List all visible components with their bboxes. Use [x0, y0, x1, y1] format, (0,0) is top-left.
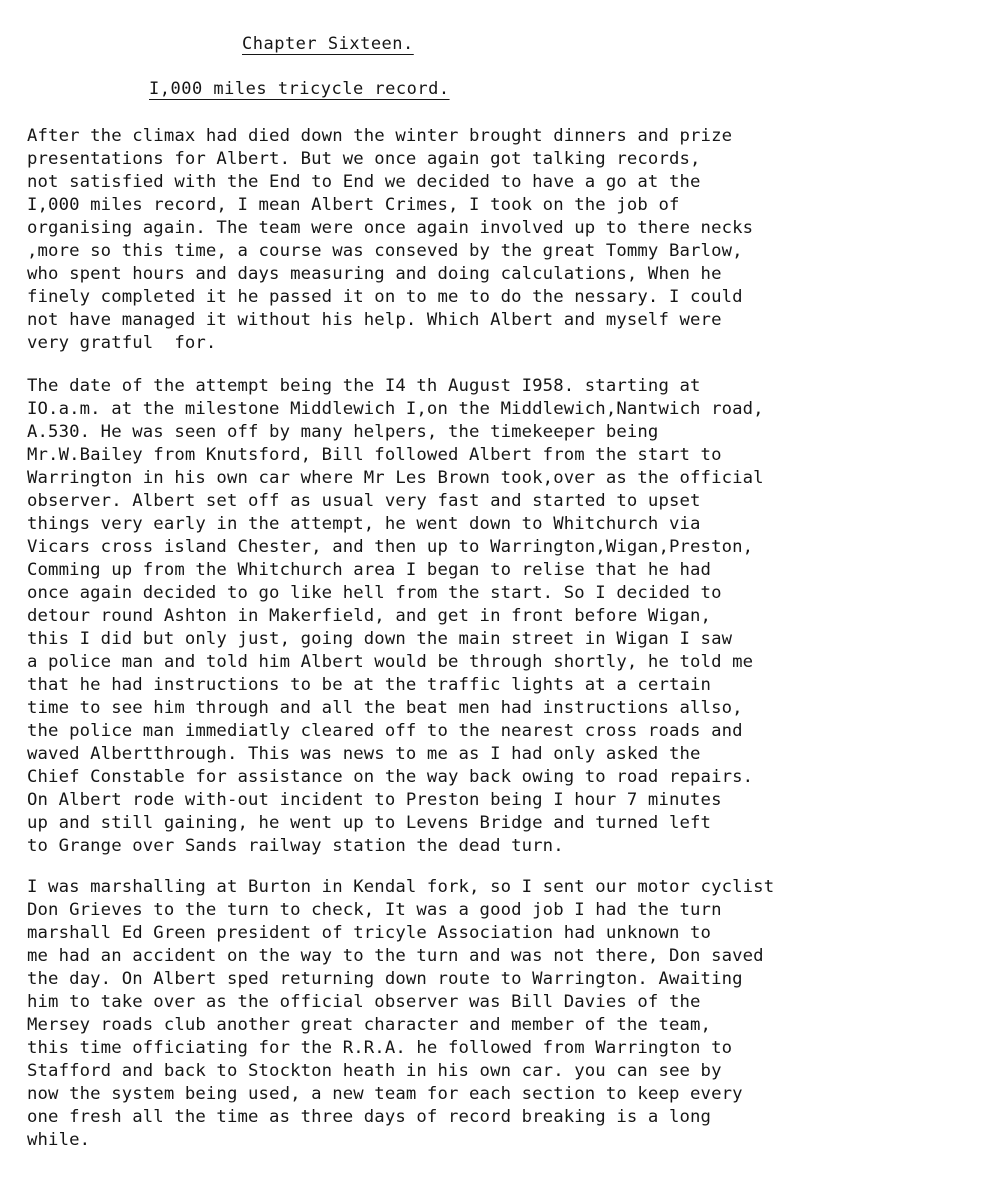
text-line: the day. On Albert sped returning down route to Warrington. Awaiting — [27, 969, 743, 989]
text-line: one fresh all the time as three days of record breaking is a long — [27, 1107, 712, 1127]
text-line: Mersey roads club another great character and member of the team, — [27, 1015, 712, 1035]
text-line: not satisfied with the End to End we decided to have a go at the — [27, 172, 701, 192]
text-line: up and still gaining, he went up to Levens Bridge and turned left — [27, 813, 712, 833]
text-line: After the climax had died down the winter brought dinners and prize — [27, 126, 733, 146]
text-line: who spent hours and days measuring and doing calculations, When he — [27, 264, 722, 284]
text-line: Comming up from the Whitchurch area I began to relise that he had — [27, 560, 712, 580]
text-line: time to see him through and all the beat men had instructions allso, — [27, 698, 743, 718]
text-line: finely completed it he passed it on to me to do the nessary. I could — [27, 287, 743, 307]
text-line: ,more so this time, a course was conseved by the great Tommy Barlow, — [27, 241, 743, 261]
text-line: this time officiating for the R.R.A. he followed from Warrington to — [27, 1038, 733, 1058]
text-line: Mr.W.Bailey from Knutsford, Bill followed Albert from the start to — [27, 445, 722, 465]
text-line: A.530. He was seen off by many helpers, the timekeeper being — [27, 422, 659, 442]
text-line: him to take over as the official observer was Bill Davies of the — [27, 992, 701, 1012]
chapter-title: Chapter Sixteen. — [242, 34, 414, 54]
chapter-subtitle: I,000 miles tricycle record. — [149, 79, 450, 99]
text-line: while. — [27, 1130, 91, 1150]
text-line: observer. Albert set off as usual very fast and started to upset — [27, 491, 701, 511]
text-line: Warrington in his own car where Mr Les Brown took,over as the official — [27, 468, 764, 488]
text-line: Don Grieves to the turn to check, It was a good job I had the turn — [27, 900, 722, 920]
text-line: marshall Ed Green president of tricyle Association had unknown to — [27, 923, 712, 943]
text-line: this I did but only just, going down the main street in Wigan I saw — [27, 629, 733, 649]
text-line: Chief Constable for assistance on the way back owing to road repairs. — [27, 767, 754, 787]
text-line: that he had instructions to be at the traffic lights at a certain — [27, 675, 712, 695]
text-line: a police man and told him Albert would be through shortly, he told me — [27, 652, 754, 672]
text-line: the police man immediatly cleared off to the nearest cross roads and — [27, 721, 743, 741]
text-line: presentations for Albert. But we once again got talking records, — [27, 149, 701, 169]
text-line: me had an accident on the way to the turn and was not there, Don saved — [27, 946, 764, 966]
text-line: waved Albertthrough. This was news to me as I had only asked the — [27, 744, 701, 764]
text-line: IO.a.m. at the milestone Middlewich I,on the Middlewich,Nantwich road, — [27, 399, 764, 419]
text-line: once again decided to go like hell from the start. So I decided to — [27, 583, 722, 603]
text-line: now the system being used, a new team for each section to keep every — [27, 1084, 743, 1104]
text-line: I,000 miles record, I mean Albert Crimes, I took on the job of — [27, 195, 680, 215]
text-line: On Albert rode with-out incident to Preston being I hour 7 minutes — [27, 790, 722, 810]
text-line: I was marshalling at Burton in Kendal fork, so I sent our motor cyclist — [27, 877, 775, 897]
text-line: very gratful for. — [27, 333, 217, 353]
text-line: organising again. The team were once again involved up to there necks — [27, 218, 754, 238]
text-line: not have managed it without his help. Which Albert and myself were — [27, 310, 722, 330]
text-line: things very early in the attempt, he went down to Whitchurch via — [27, 514, 701, 534]
text-line: The date of the attempt being the I4 th August I958. starting at — [27, 376, 701, 396]
text-line: detour round Ashton in Makerfield, and get in front before Wigan, — [27, 606, 712, 626]
text-line: Stafford and back to Stockton heath in his own car. you can see by — [27, 1061, 722, 1081]
text-line: to Grange over Sands railway station the dead turn. — [27, 836, 564, 856]
text-line: Vicars cross island Chester, and then up to Warrington,Wigan,Preston, — [27, 537, 754, 557]
